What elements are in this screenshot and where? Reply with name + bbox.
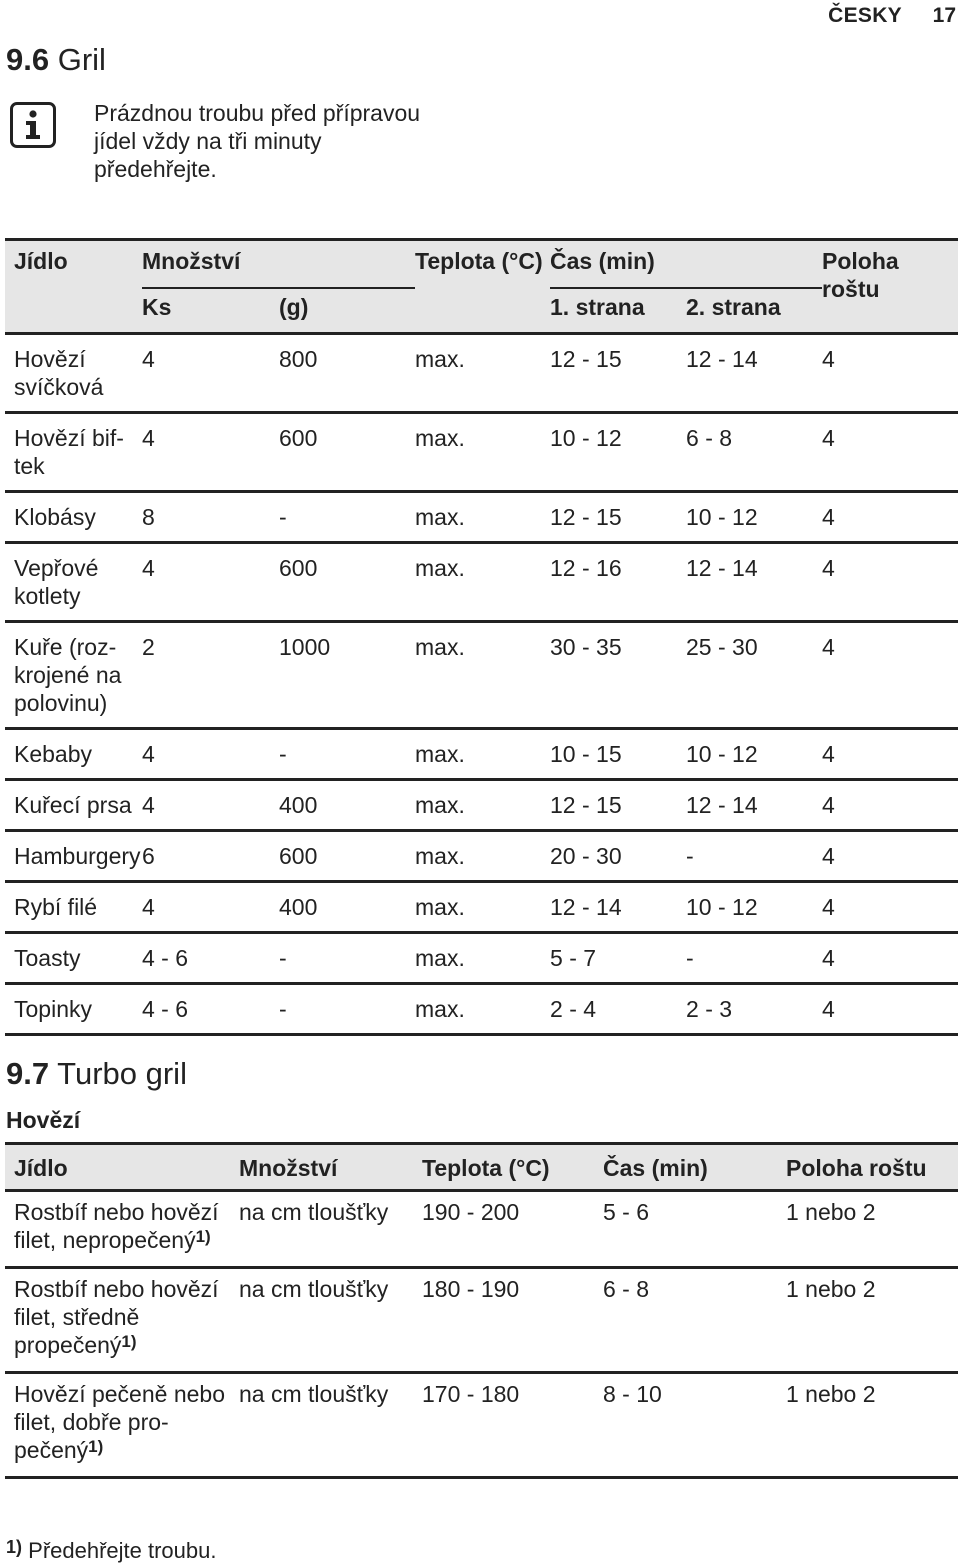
- cell-shelf: 4: [822, 334, 958, 413]
- section-title: Turbo gril: [57, 1056, 187, 1091]
- header-temperature: Teplota (°C): [422, 1144, 603, 1191]
- header-side2: 2. strana: [686, 288, 822, 334]
- cell-side2: 2 - 3: [686, 984, 822, 1035]
- header-side1: 1. strana: [550, 288, 686, 334]
- cell-food: Vepřové kotlety: [5, 543, 142, 622]
- cell-food: [5, 1191, 239, 1268]
- section-title: Gril: [57, 42, 106, 77]
- cell-grams: 400: [279, 882, 415, 933]
- language-label: ČESKY: [828, 4, 902, 27]
- header-quantity: Množství: [239, 1144, 422, 1191]
- table-row: [5, 984, 958, 1035]
- cell-food: Hamburgery: [5, 831, 142, 882]
- cell-grams: 800: [279, 334, 415, 413]
- cell-grams: -: [279, 729, 415, 780]
- page-header: [560, 2, 960, 32]
- table-row: [5, 543, 958, 622]
- cell-shelf: 4: [822, 933, 958, 984]
- cell-side2: 10 - 12: [686, 492, 822, 543]
- cell-temp: max.: [415, 780, 550, 831]
- info-icon: [10, 102, 56, 148]
- cell-temp: max.: [415, 882, 550, 933]
- cell-side1: 20 - 30: [550, 831, 686, 882]
- cell-side2: -: [686, 831, 822, 882]
- cell-food: Kuřecí prsa: [5, 780, 142, 831]
- section-number: 9.6: [6, 42, 50, 77]
- cell-temp: max.: [415, 492, 550, 543]
- cell-food: Hovězí svíčková: [5, 334, 142, 413]
- food-name: Rostbíf nebo hovězí filet, středně propečený: [14, 1276, 219, 1358]
- cell-food: Kebaby: [5, 729, 142, 780]
- grill-table-body: [5, 334, 958, 1035]
- cell-pieces: 4: [142, 780, 279, 831]
- cell-food: Topinky: [5, 984, 142, 1035]
- cell-quantity: na cm tloušťky: [239, 1268, 422, 1373]
- cell-side1: 12 - 15: [550, 334, 686, 413]
- cell-pieces: 6: [142, 831, 279, 882]
- cell-shelf: 4: [822, 413, 958, 492]
- footnote: [6, 1532, 216, 1566]
- cell-shelf: 4: [822, 831, 958, 882]
- cell-shelf: 4: [822, 622, 958, 729]
- header-temperature: Teplota (°C): [415, 240, 550, 334]
- table-row: [5, 413, 958, 492]
- cell-grams: 600: [279, 413, 415, 492]
- header-food: Jídlo: [5, 1144, 239, 1191]
- cell-side1: 10 - 15: [550, 729, 686, 780]
- cell-side2: 10 - 12: [686, 729, 822, 780]
- cell-temp: max.: [415, 984, 550, 1035]
- cell-shelf: 4: [822, 984, 958, 1035]
- cell-pieces: 4: [142, 413, 279, 492]
- cell-time: 5 - 6: [603, 1191, 786, 1268]
- cell-temp: 190 - 200: [422, 1191, 603, 1268]
- cell-grams: 400: [279, 780, 415, 831]
- cell-grams: 1000: [279, 622, 415, 729]
- cell-side2: 12 - 14: [686, 780, 822, 831]
- cell-side2: 12 - 14: [686, 334, 822, 413]
- header-food: Jídlo: [5, 240, 142, 334]
- cell-grams: 600: [279, 543, 415, 622]
- header-shelf: Poloha roštu: [822, 240, 958, 334]
- table-row: [5, 334, 958, 413]
- cell-shelf: 1 nebo 2: [786, 1373, 958, 1478]
- cell-side1: 5 - 7: [550, 933, 686, 984]
- cell-grams: -: [279, 933, 415, 984]
- cell-grams: -: [279, 492, 415, 543]
- cell-temp: max.: [415, 622, 550, 729]
- cell-temp: max.: [415, 831, 550, 882]
- footnote-ref: 1): [88, 1437, 104, 1456]
- cell-food: Klobásy: [5, 492, 142, 543]
- cell-temp: max.: [415, 413, 550, 492]
- cell-side1: 12 - 15: [550, 780, 686, 831]
- cell-temp: max.: [415, 933, 550, 984]
- cell-side1: 12 - 14: [550, 882, 686, 933]
- table-header-row: [5, 240, 958, 288]
- table-row: [5, 1268, 958, 1373]
- table-row: [5, 780, 958, 831]
- preheat-note: Prázdnou troubu před přípravou jídel vždy na tři minuty předehřejte.: [94, 100, 421, 182]
- cell-pieces: 4: [142, 334, 279, 413]
- cell-temp: max.: [415, 729, 550, 780]
- table-row: [5, 882, 958, 933]
- table-row: [5, 1191, 958, 1268]
- cell-shelf: 4: [822, 543, 958, 622]
- cell-side2: 25 - 30: [686, 622, 822, 729]
- cell-food: Toasty: [5, 933, 142, 984]
- cell-side1: 12 - 15: [550, 492, 686, 543]
- cell-temp: max.: [415, 543, 550, 622]
- cell-food: [5, 1373, 239, 1478]
- grill-table: [5, 238, 958, 1036]
- cell-pieces: 4: [142, 543, 279, 622]
- cell-side2: 6 - 8: [686, 413, 822, 492]
- cell-pieces: 4 - 6: [142, 984, 279, 1035]
- food-name: Rostbíf nebo hovězí filet, nepropečený: [14, 1199, 219, 1253]
- table-row: [5, 729, 958, 780]
- header-shelf: Poloha roštu: [786, 1144, 958, 1191]
- footnote-ref: 1): [121, 1332, 137, 1351]
- table-row: [5, 831, 958, 882]
- cell-food: Rybí filé: [5, 882, 142, 933]
- cell-pieces: 4 - 6: [142, 933, 279, 984]
- cell-temp: 170 - 180: [422, 1373, 603, 1478]
- cell-side2: 12 - 14: [686, 543, 822, 622]
- cell-pieces: 4: [142, 729, 279, 780]
- page-number: 17: [932, 4, 956, 27]
- cell-time: 6 - 8: [603, 1268, 786, 1373]
- cell-quantity: na cm tloušťky: [239, 1191, 422, 1268]
- cell-time: 8 - 10: [603, 1373, 786, 1478]
- cell-shelf: 1 nebo 2: [786, 1191, 958, 1268]
- cell-temp: max.: [415, 334, 550, 413]
- cell-side1: 30 - 35: [550, 622, 686, 729]
- header-time: Čas (min): [550, 240, 822, 288]
- table-row: [5, 1373, 958, 1478]
- header-grams: (g): [279, 288, 415, 334]
- cell-shelf: 4: [822, 492, 958, 543]
- cell-shelf: 4: [822, 729, 958, 780]
- cell-shelf: 4: [822, 780, 958, 831]
- section-number: 9.7: [6, 1056, 50, 1091]
- cell-grams: -: [279, 984, 415, 1035]
- cell-grams: 600: [279, 831, 415, 882]
- cell-side1: 10 - 12: [550, 413, 686, 492]
- cell-pieces: 8: [142, 492, 279, 543]
- footnote-mark: 1): [6, 1537, 23, 1557]
- cell-food: Kuře (rozkrojené na polovinu): [5, 622, 142, 729]
- header-pieces: Ks: [142, 288, 279, 334]
- header-quantity: Množství: [142, 240, 415, 288]
- footnote-text: Předehřejte troubu.: [28, 1538, 217, 1563]
- section-heading-turbo-grill: [6, 1056, 187, 1092]
- table-header-row: [5, 1144, 958, 1191]
- cell-shelf: 4: [822, 882, 958, 933]
- cell-side1: 2 - 4: [550, 984, 686, 1035]
- turbo-grill-table: [5, 1142, 958, 1479]
- cell-food: Hovězí biftek: [5, 413, 142, 492]
- table-row: [5, 933, 958, 984]
- cell-food: [5, 1268, 239, 1373]
- section-heading-grill: [6, 42, 106, 78]
- cell-shelf: 1 nebo 2: [786, 1268, 958, 1373]
- turbo-grill-table-body: [5, 1191, 958, 1478]
- cell-side2: 10 - 12: [686, 882, 822, 933]
- footnote-ref: 1): [195, 1227, 211, 1246]
- subheading-beef: Hovězí: [6, 1107, 81, 1133]
- cell-pieces: 2: [142, 622, 279, 729]
- table-row: [5, 622, 958, 729]
- table-row: [5, 492, 958, 543]
- cell-temp: 180 - 190: [422, 1268, 603, 1373]
- header-time: Čas (min): [603, 1144, 786, 1191]
- cell-pieces: 4: [142, 882, 279, 933]
- cell-side1: 12 - 16: [550, 543, 686, 622]
- cell-quantity: na cm tloušťky: [239, 1373, 422, 1478]
- cell-side2: -: [686, 933, 822, 984]
- food-name: Hovězí pečeně nebo filet, dobře propečený: [14, 1381, 225, 1463]
